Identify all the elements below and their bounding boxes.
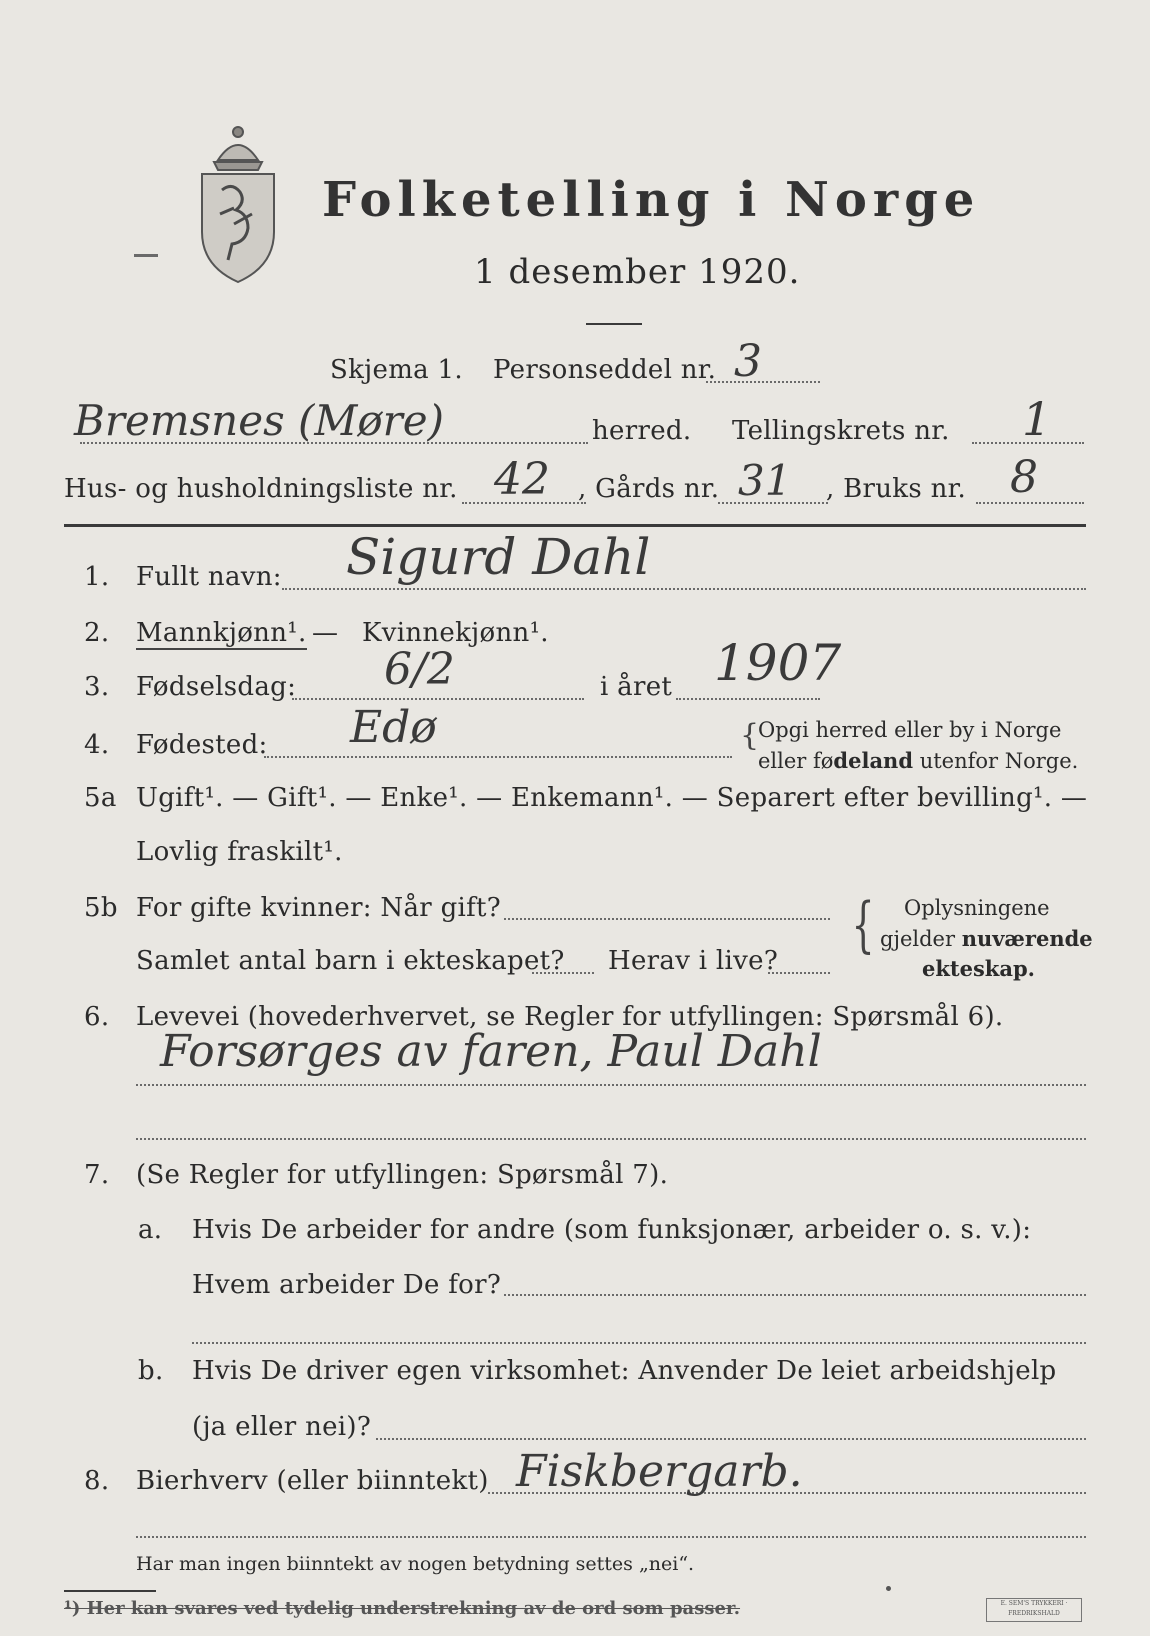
q4-brace: { — [740, 718, 760, 753]
q7b-line2: (ja eller nei)? — [192, 1412, 372, 1442]
q7-label: (Se Regler for utfyllingen: Spørsmål 7). — [136, 1160, 669, 1190]
printer-stamp: E. SEM'S TRYKKERI · FREDRIKSHALD — [986, 1598, 1082, 1622]
birthplace-value[interactable]: Edø — [350, 702, 437, 753]
tellingskrets-label: Tellingskrets nr. — [732, 416, 950, 446]
q8-note: Har man ingen biinntekt av nogen betydning settes „nei“. — [136, 1553, 695, 1575]
q5b-note2: gjelder nuværende — [880, 926, 1093, 951]
q3-number: 3. — [84, 672, 110, 702]
form-title: Folketelling i Norge — [322, 172, 981, 228]
header-rule — [64, 524, 1086, 527]
female-option[interactable]: Kvinnekjønn¹. — [362, 618, 549, 648]
q7-number: 7. — [84, 1160, 110, 1190]
bruks-label: , Bruks nr. — [826, 474, 967, 504]
bruks-value[interactable]: 8 — [1010, 452, 1038, 503]
q7a-line2: Hvem arbeider De for? — [192, 1270, 502, 1300]
year-label: i året — [600, 672, 673, 702]
q2-dash: — — [312, 618, 339, 648]
married-when-label: For gifte kvinner: Når gift? — [136, 893, 502, 923]
q5a-number: 5a — [84, 783, 117, 813]
footnote-rule — [64, 1590, 156, 1592]
full-name-value[interactable]: Sigurd Dahl — [346, 528, 651, 586]
gards-label: , Gårds nr. — [578, 474, 720, 504]
q3-label: Fødselsdag: — [136, 672, 297, 702]
form-date: 1 desember 1920. — [474, 252, 801, 292]
q4-number: 4. — [84, 730, 110, 760]
tellingskrets-value[interactable]: 1 — [1022, 392, 1052, 446]
children-alive-label: Herav i live? — [608, 946, 779, 976]
q6-label: Levevei (hovederhvervet, se Regler for utfyllingen: Spørsmål 6). — [136, 1002, 1004, 1032]
q4-label: Fødested: — [136, 730, 268, 760]
birthdate-value[interactable]: 6/2 — [384, 644, 455, 695]
q2-number: 2. — [84, 618, 110, 648]
personseddel-value[interactable]: 3 — [734, 336, 762, 387]
q6-number: 6. — [84, 1002, 110, 1032]
herred-value[interactable]: Bremsnes (Møre) — [74, 396, 444, 445]
gards-value[interactable]: 31 — [738, 456, 792, 505]
norway-coat-of-arms-icon — [188, 120, 288, 288]
q8-label: Bierhverv (eller biinntekt) — [136, 1466, 489, 1496]
title-divider — [586, 323, 642, 325]
hus-label: Hus- og husholdningsliste nr. — [64, 474, 458, 504]
q7a-line1: Hvis De arbeider for andre (som funksjonær, arbeider o. s. v.): — [192, 1215, 1032, 1245]
q5b-note1: Oplysningene — [904, 896, 1050, 920]
herred-label: herred. — [592, 416, 692, 446]
ink-dot — [886, 1586, 891, 1591]
q5b-brace: { — [851, 890, 875, 960]
personseddel-label: Personseddel nr. — [493, 355, 717, 385]
marital-status-options-cont[interactable]: Lovlig fraskilt¹. — [136, 837, 343, 867]
q8-number: 8. — [84, 1466, 110, 1496]
stray-mark — [134, 254, 158, 257]
q7a-letter: a. — [138, 1215, 163, 1245]
q5b-number: 5b — [84, 893, 118, 923]
q1-number: 1. — [84, 562, 110, 592]
q7b-letter: b. — [138, 1356, 164, 1386]
birthyear-value[interactable]: 1907 — [714, 634, 842, 692]
children-total-label: Samlet antal barn i ekteskapet? — [136, 946, 565, 976]
q4-note-line2: eller fødeland utenfor Norge. — [758, 748, 1079, 773]
schema-label: Skjema 1. — [330, 355, 463, 385]
q1-label: Fullt navn: — [136, 562, 282, 592]
marital-status-options[interactable]: Ugift¹. — Gift¹. — Enke¹. — Enkemann¹. — Separert efter bevilling¹. — — [136, 783, 1088, 813]
livelihood-value[interactable]: Forsørges av faren, Paul Dahl — [160, 1026, 822, 1077]
male-option-underlined[interactable]: Mannkjønn¹. — [136, 618, 307, 648]
hus-value[interactable]: 42 — [494, 454, 550, 505]
q4-note-line1: Opgi herred eller by i Norge — [758, 718, 1062, 742]
footnote: ¹) Her kan svares ved tydelig understrekning av de ord som passer. — [64, 1598, 741, 1619]
q5b-note3: ekteskap. — [922, 956, 1035, 981]
side-income-value[interactable]: Fiskbergarb. — [516, 1446, 803, 1497]
q7b-line1: Hvis De driver egen virksomhet: Anvender De leiet arbeidshjelp — [192, 1356, 1057, 1386]
